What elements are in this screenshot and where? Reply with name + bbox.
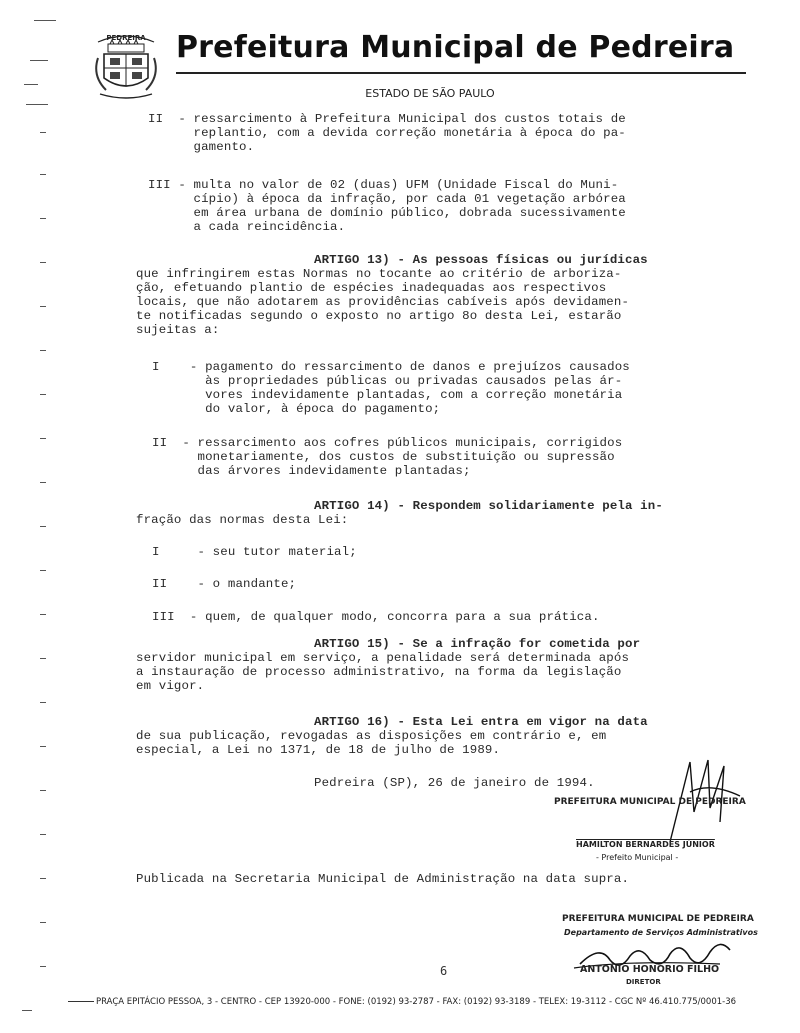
- article-13: ARTIGO 13) - As pessoas físicas ou jurídicas que infringirem estas Normas no tocante ao critério de arboriza- ção, efetuando plantio de espécies inadequadas aos respectivos locais, que não adotarem as providências cabíveis após devidamen- te notificadas segundo o exposto no artigo 8o desta Lei, estarão sujeitas a:: [136, 253, 648, 337]
- mayor-title: - Prefeito Municipal -: [596, 853, 679, 862]
- state-subtitle: ESTADO DE SÃO PAULO: [365, 87, 495, 100]
- director-title: DIRETOR: [626, 978, 661, 986]
- department-stamp-title: PREFEITURA MUNICIPAL DE PEDREIRA: [562, 914, 754, 924]
- article-13-item-i: I - pagamento do ressarcimento de danos e prejuízos causados às propriedades públicas ou privadas causados pelas ár- vores indevidamente plantadas, com a correção monetária do valor, à época do pagamento;: [152, 360, 630, 416]
- article-14-item-iii: III - quem, de qualquer modo, concorra para a sua prática.: [152, 610, 600, 624]
- page-number: 6: [440, 964, 448, 978]
- article-14: ARTIGO 14) - Respondem solidariamente pela in- fração das normas desta Lei:: [136, 499, 663, 527]
- article-14-item-ii: II - o mandante;: [152, 577, 297, 591]
- article-16: ARTIGO 16) - Esta Lei entra em vigor na data de sua publicação, revogadas as disposições em contrário e, em especial, a Lei no 1371, de 18 de julho de 1989.: [136, 715, 648, 757]
- article-15: ARTIGO 15) - Se a infração for cometida por servidor municipal em serviço, a penalidade será determinada após a instauração de processo administrativo, na forma da legislação em vigor.: [136, 637, 641, 693]
- crest-banner: PEDREIRA: [106, 34, 146, 42]
- item-iii-top: III - multa no valor de 02 (duas) UFM (Unidade Fiscal do Muni- cípio) à época da infração, por cada 01 vegetação arbórea em área urbana de domínio público, dobrada sucessivamente a cada reincidência.: [148, 178, 626, 234]
- department-stamp-subtitle: Departamento de Serviços Administrativos: [564, 928, 758, 937]
- director-name: ANTONIO HONORIO FILHO: [580, 964, 720, 975]
- date-line: Pedreira (SP), 26 de janeiro de 1994.: [314, 776, 595, 790]
- margin-scan-marks: [22, 12, 62, 1012]
- article-14-item-i: I - seu tutor material;: [152, 545, 357, 559]
- footer-address: PRAÇA EPITÁCIO PESSOA, 3 - CENTRO - CEP 13920-000 - FONE: (0192) 93-2787 - FAX: (0192) 93-3189 - TELEX: 19-3112 - CGC Nº 46.410.775/0001-36: [96, 997, 737, 1007]
- article-13-item-ii: II - ressarcimento aos cofres públicos municipais, corrigidos monetariamente, dos custos de substituição ou supressão das árvores indevidamente plantadas;: [152, 436, 623, 478]
- mayor-stamp: PREFEITURA MUNICIPAL DE PEDREIRA: [554, 797, 746, 807]
- page-title: Prefeitura Municipal de Pedreira: [176, 30, 735, 65]
- item-ii-top: II - ressarcimento à Prefeitura Municipal dos custos totais de replantio, com a devida correção monetária à época do pa- gamento.: [148, 112, 626, 154]
- publication-note: Publicada na Secretaria Municipal de Administração na data supra.: [136, 872, 630, 886]
- mayor-name: HAMILTON BERNARDES JÚNIOR: [576, 840, 715, 849]
- title-underline: [176, 72, 746, 74]
- footer-rule: [68, 1001, 94, 1002]
